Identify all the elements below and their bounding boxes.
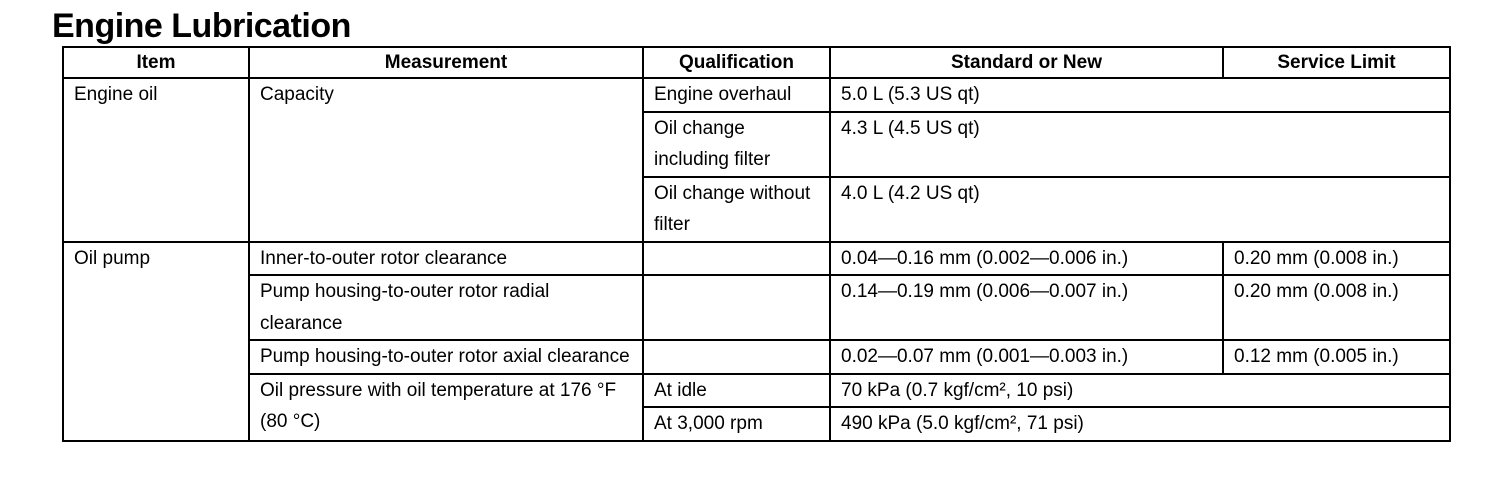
table-row — [63, 340, 1450, 374]
qualification-cell — [643, 275, 830, 340]
standard-cell: 490 kPa (5.0 kgf/cm², 71 psi) — [830, 407, 1450, 441]
qualification-cell: Oil change including filter — [643, 112, 830, 177]
header-qualification: Qualification — [643, 47, 830, 78]
qualification-cell — [643, 242, 830, 276]
standard-cell: 0.04—0.16 mm (0.002—0.006 in.) — [830, 242, 1223, 276]
header-standard: Standard or New — [830, 47, 1223, 78]
table-row — [63, 374, 1450, 408]
table-row — [63, 78, 1450, 112]
engine-oil-item: Engine oil — [63, 78, 249, 242]
qualification-cell: At idle — [643, 374, 830, 408]
qualification-cell: At 3,000 rpm — [643, 407, 830, 441]
qualification-cell — [643, 340, 830, 374]
table-row — [63, 242, 1450, 276]
service-limit-cell: 0.20 mm (0.008 in.) — [1223, 275, 1450, 340]
service-limit-cell: 0.20 mm (0.008 in.) — [1223, 242, 1450, 276]
header-service-limit: Service Limit — [1223, 47, 1450, 78]
standard-cell: 5.0 L (5.3 US qt) — [830, 78, 1450, 112]
oil-pump-item: Oil pump — [63, 242, 249, 441]
header-item: Item — [63, 47, 249, 78]
standard-cell: 70 kPa (0.7 kgf/cm², 10 psi) — [830, 374, 1450, 408]
measurement-cell: Pump housing-to-outer rotor radial clearance — [249, 275, 643, 340]
standard-cell: 4.0 L (4.2 US qt) — [830, 177, 1450, 242]
standard-cell: 0.14—0.19 mm (0.006—0.007 in.) — [830, 275, 1223, 340]
qualification-cell: Engine overhaul — [643, 78, 830, 112]
engine-lubrication-table — [62, 46, 1451, 442]
oil-pressure-measurement: Oil pressure with oil temperature at 176 °F (80 °C) — [249, 374, 643, 441]
service-limit-cell: 0.12 mm (0.005 in.) — [1223, 340, 1450, 374]
table-header-row — [63, 47, 1450, 78]
measurement-cell: Inner-to-outer rotor clearance — [249, 242, 643, 276]
table-row — [63, 275, 1450, 340]
standard-cell: 0.02—0.07 mm (0.001—0.003 in.) — [830, 340, 1223, 374]
page-title: Engine Lubrication — [52, 7, 351, 45]
engine-oil-measurement: Capacity — [249, 78, 643, 242]
header-measurement: Measurement — [249, 47, 643, 78]
measurement-cell: Pump housing-to-outer rotor axial clearance — [249, 340, 643, 374]
qualification-cell: Oil change without filter — [643, 177, 830, 242]
standard-cell: 4.3 L (4.5 US qt) — [830, 112, 1450, 177]
